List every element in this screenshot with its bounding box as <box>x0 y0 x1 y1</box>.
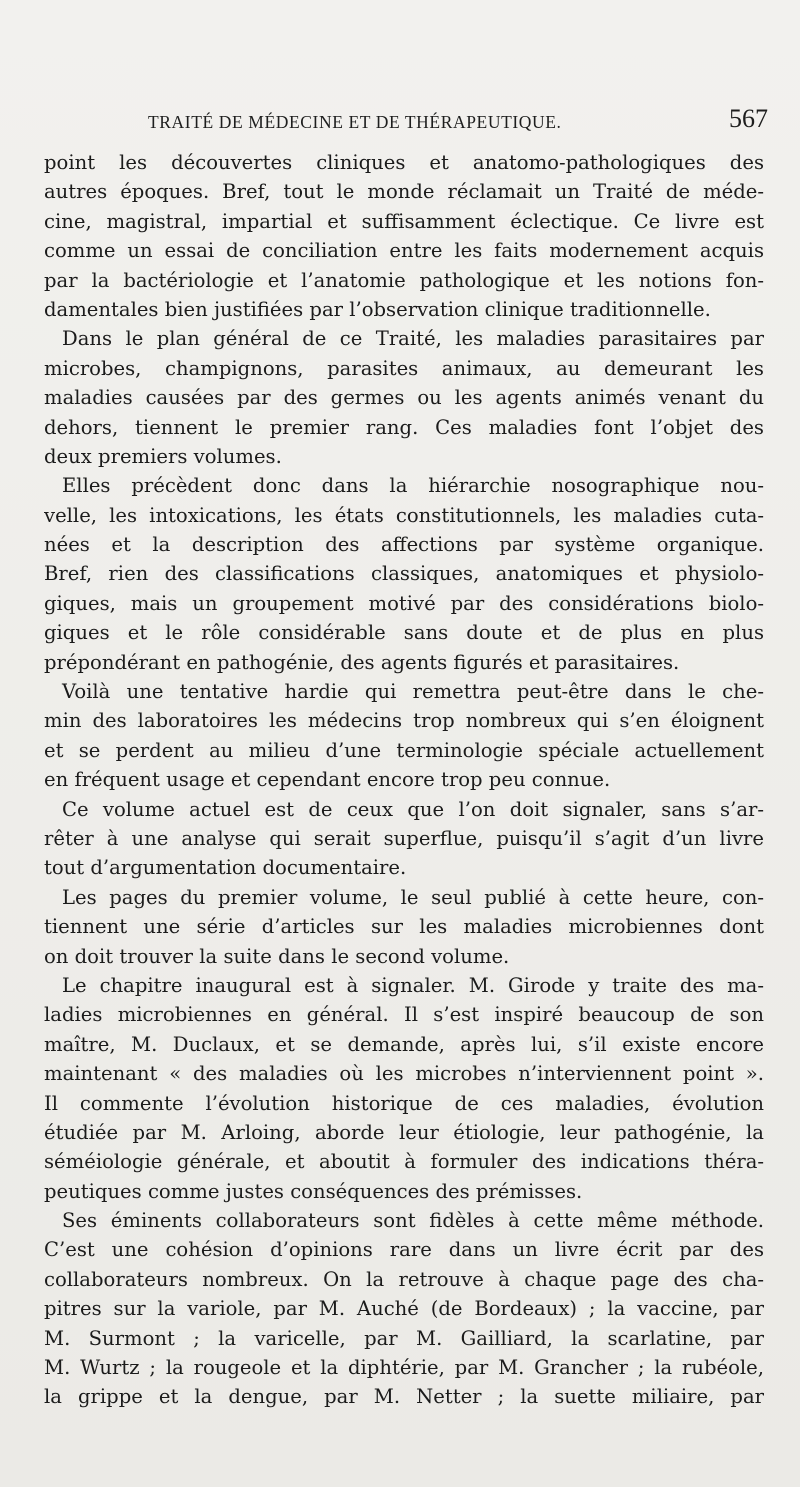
text-line: Il commente l’évolution historique de ces maladies, évolution <box>44 1091 764 1115</box>
running-title: TRAITÉ DE MÉDECINE ET DE THÉRAPEUTIQUE. <box>148 112 562 132</box>
text-line: Les pages du premier volume, le seul publié à cette heure, con- <box>62 885 764 909</box>
text-line: Ses éminents collaborateurs sont fidèles à cette même méthode. <box>62 1209 764 1233</box>
text-line: dehors, tiennent le premier rang. Ces maladies font l’objet des <box>44 415 764 439</box>
text-line: ladies microbiennes en général. Il s’est inspiré beaucoup de son <box>44 1003 764 1027</box>
text-line: rêter à une analyse qui serait superflue, puisqu’il s’agit d’un livre <box>44 826 764 850</box>
text-line: giques, mais un groupement motivé par des considérations biolo- <box>44 591 764 615</box>
text-line: pitres sur la variole, par M. Auché (de Bordeaux) ; la vaccine, par <box>44 1297 764 1321</box>
text-line: maintenant « des maladies où les microbes n’interviennent point ». <box>44 1062 764 1086</box>
text-line: min des laboratoires les médecins trop nombreux qui s’en éloignent <box>44 709 764 733</box>
text-line: peutiques comme justes conséquences des prémisses. <box>44 1179 583 1203</box>
text-line: maladies causées par des germes ou les agents animés venant du <box>44 386 764 410</box>
text-line: M. Wurtz ; la rougeole et la diphtérie, par M. Grancher ; la rubéole, <box>44 1356 764 1380</box>
text-line: tout d’argumentation documentaire. <box>44 856 407 880</box>
text-line: séméiologie générale, et aboutit à formuler des indications théra- <box>44 1150 764 1174</box>
text-line: maître, M. Duclaux, et se demande, après lui, s’il existe encore <box>44 1032 764 1056</box>
text-line: autres époques. Bref, tout le monde réclamait un Traité de méde- <box>44 180 764 204</box>
text-line: Ce volume actuel est de ceux que l’on doit signaler, sans s’ar- <box>62 797 764 821</box>
text-line: et se perdent au milieu d’une terminologie spéciale actuellement <box>44 738 764 762</box>
text-line: la grippe et la dengue, par M. Netter ; la suette miliaire, par <box>44 1385 764 1409</box>
text-line: on doit trouver la suite dans le second volume. <box>44 944 510 968</box>
text-line: étudiée par M. Arloing, aborde leur étiologie, leur pathogénie, la <box>44 1120 764 1144</box>
text-line: par la bactériologie et l’anatomie pathologique et les notions fon- <box>44 268 764 292</box>
text-line: Voilà une tentative hardie qui remettra peut-être dans le che- <box>62 680 764 704</box>
page-header <box>40 104 776 144</box>
text-line: velle, les intoxications, les états constitutionnels, les maladies cuta- <box>44 503 764 527</box>
text-line: collaborateurs nombreux. On la retrouve à chaque page des cha- <box>44 1267 764 1291</box>
text-line: nées et la description des affections par système organique. <box>44 533 764 557</box>
text-line: giques et le rôle considérable sans doute et de plus en plus <box>44 621 764 645</box>
text-line: comme un essai de conciliation entre les faits modernement acquis <box>44 239 764 263</box>
text-line: prépondérant en pathogénie, des agents figurés et parasitaires. <box>44 650 680 674</box>
text-line: Le chapitre inaugural est à signaler. M. Girode y traite des ma- <box>62 973 764 997</box>
text-line: point les découvertes cliniques et anatomo-pathologiques des <box>44 151 764 174</box>
text-line: Dans le plan général de ce Traité, les maladies parasitaires par <box>62 327 764 351</box>
text-line: Bref, rien des classifications classiques, anatomiques et physiolo- <box>44 562 764 586</box>
text-line: deux premiers volumes. <box>44 444 282 468</box>
text-line: microbes, champignons, parasites animaux, au demeurant les <box>44 356 764 380</box>
text-line: damentales bien justifiées par l’observation clinique traditionnelle. <box>44 297 711 321</box>
body-text <box>44 148 764 1412</box>
text-line: Elles précèdent donc dans la hiérarchie nosographique nou- <box>62 474 764 498</box>
text-line: M. Surmont ; la varicelle, par M. Gailliard, la scarlatine, par <box>44 1326 764 1350</box>
text-line: en fréquent usage et cependant encore trop peu connue. <box>44 768 611 792</box>
text-line: tiennent une série d’articles sur les maladies microbiennes dont <box>44 915 764 939</box>
page-number: 567 <box>729 104 768 133</box>
text-line: cine, magistral, impartial et suffisamment éclectique. Ce livre est <box>44 209 764 233</box>
text-line: C’est une cohésion d’opinions rare dans un livre écrit par des <box>44 1238 764 1262</box>
